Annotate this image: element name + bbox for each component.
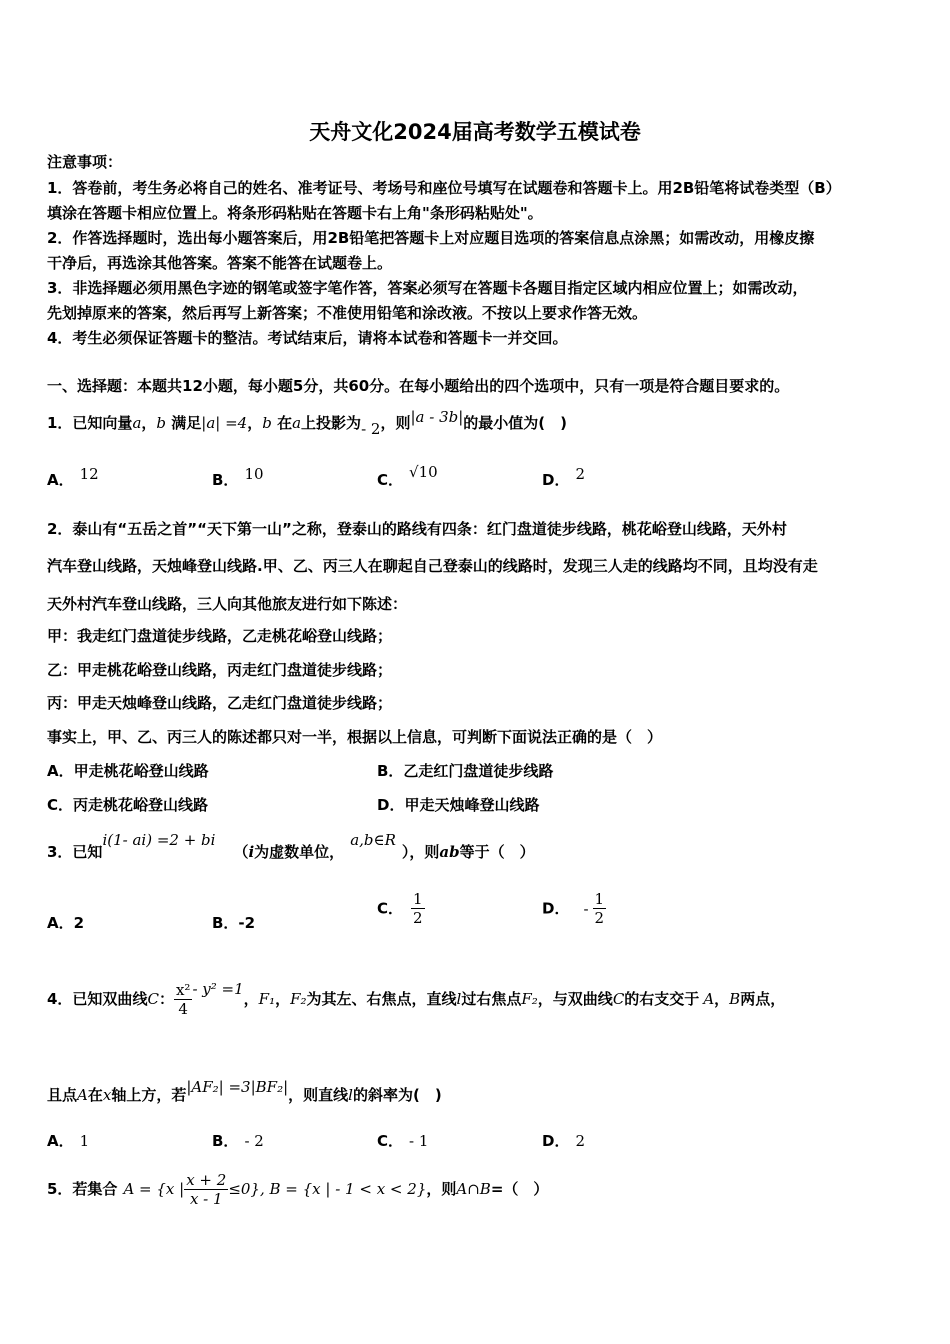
q2-line: 天外村汽车登山线路，三人向其他旅友进行如下陈述： (47, 595, 408, 613)
notice-heading: 注意事项： (47, 153, 123, 171)
q2-line: 2．泰山有“五岳之首”“天下第一山”之称，登泰山的路线有四条：红门盘道徒步线路，桃花峪登山线路，天外村 (47, 520, 787, 538)
q1-abs-a: |a| =4 (201, 414, 248, 432)
question-4-cont: 且点A在x轴上方，若|AF₂| =3|BF₂|，则直线l的斜率为( ) (47, 1078, 442, 1104)
vector-b: b (156, 414, 167, 432)
q5-set-a: A = {x | (123, 1180, 185, 1198)
q1-expression: |a - 3b| (410, 408, 464, 426)
q3-option-b: B．-2 (212, 914, 256, 932)
q1-projection: - 2 (361, 420, 381, 438)
q4-option-c: C． - 1 (377, 1132, 429, 1150)
notice-line: 干净后，再选涂其他答案。答案不能答在试题卷上。 (47, 254, 393, 272)
q2-line: 丙：甲走天烛峰登山线路，乙走红门盘道徒步线路； (47, 694, 393, 712)
q4-option-b: B． - 2 (212, 1132, 264, 1150)
page-title: 天舟文化2024届高考数学五模试卷 (309, 120, 641, 144)
question-1: 1．已知向量a，b 满足|a| =4，b 在a上投影为- 2，则|a - 3b|的最小值为( ) (47, 408, 567, 438)
q3-option-d: D． - $\frac{1}{2}$ (542, 890, 605, 927)
q2-line: 甲：我走红门盘道徒步线路，乙走桃花峪登山线路； (47, 627, 393, 645)
q4-option-a: A． 1 (47, 1132, 90, 1150)
section-heading: 一、选择题：本题共12小题，每小题5分，共60分。在每小题给出的四个选项中，只有一项是符合题目要求的。 (47, 377, 790, 395)
q3-option-a: A．2 (47, 914, 85, 932)
vector-a: a (132, 414, 142, 432)
question-5: 5．若集合 A = {x | $\frac{x + 2}{x - 1}$ ≤0}, B = {x | - 1 < x < 2}，则A∩B=（ ） (47, 1171, 549, 1208)
q2-line: 乙：甲走桃花峪登山线路，丙走红门盘道徒步线路； (47, 661, 393, 679)
notice-line: 3．非选择题必须用黑色字迹的钢笔或签字笔作答，答案必须写在答题卡各题目指定区域内相应位置上；如需改动， (47, 279, 808, 297)
notice-line: 1．答卷前，考生务必将自己的姓名、准考证号、考场号和座位号填写在试题卷和答题卡上。用2B铅笔将试卷类型（B） (47, 179, 841, 197)
question-4: 4．已知双曲线C： $\frac{\text{x²}}{4}$ - y² =1，F₁，F₂为其左、右焦点，直线l过右焦点F₂，与双曲线C的右支交于 A，B两点， (47, 980, 786, 1018)
q1-option-c: C． √10 (377, 463, 438, 489)
q2-line: 事实上，甲、乙、丙三人的陈述都只对一半，根据以上信息，可判断下面说法正确的是（ ） (47, 728, 663, 746)
q3-condition: a,b∈R (350, 831, 396, 849)
notice-line: 4．考生必须保证答题卡的整洁。考试结束后，请将本试卷和答题卡一并交回。 (47, 329, 568, 347)
q3-option-c: C． $\frac{1}{2}$ (377, 890, 423, 927)
q2-option-d: D．甲走天烛峰登山线路 (377, 796, 540, 814)
q5-set-b: ≤0}, B = {x | - 1 < x < 2} (228, 1180, 427, 1198)
q4-hyperbola: - y² =1 (192, 980, 244, 998)
q3-equation: i(1- ai) =2 + bi (102, 831, 216, 849)
q4-condition: |AF₂| =3|BF₂| (186, 1078, 289, 1096)
notice-line: 先划掉原来的答案，然后再写上新答案；不准使用铅笔和涂改液。不按以上要求作答无效。 (47, 304, 648, 322)
notice-line: 填涂在答题卡相应位置上。将条形码粘贴在答题卡右上角"条形码粘贴处"。 (47, 204, 543, 222)
q1-option-d: D． 2 (542, 465, 585, 489)
q4-option-d: D． 2 (542, 1132, 585, 1150)
notice-line: 2．作答选择题时，选出每小题答案后，用2B铅笔把答题卡上对应题目选项的答案信息点涂黑；如需改动，用橡皮擦 (47, 229, 815, 247)
q1-text: 1．已知向量 (47, 414, 133, 432)
question-3: 3．已知i(1- ai) =2 + bi（i为虚数单位，a,b∈R），则ab等于（ ） (47, 831, 535, 861)
q2-option-b: B．乙走红门盘道徒步线路 (377, 762, 554, 780)
q1-option-b: B． 10 (212, 465, 264, 489)
q1-option-a: A． 12 (47, 465, 99, 489)
q2-option-a: A．甲走桃花峪登山线路 (47, 762, 209, 780)
q2-option-c: C．丙走桃花峪登山线路 (47, 796, 209, 814)
q2-line: 汽车登山线路，天烛峰登山线路.甲、乙、丙三人在聊起自己登泰山的线路时，发现三人走的线路均不同，且均没有走 (47, 557, 818, 575)
